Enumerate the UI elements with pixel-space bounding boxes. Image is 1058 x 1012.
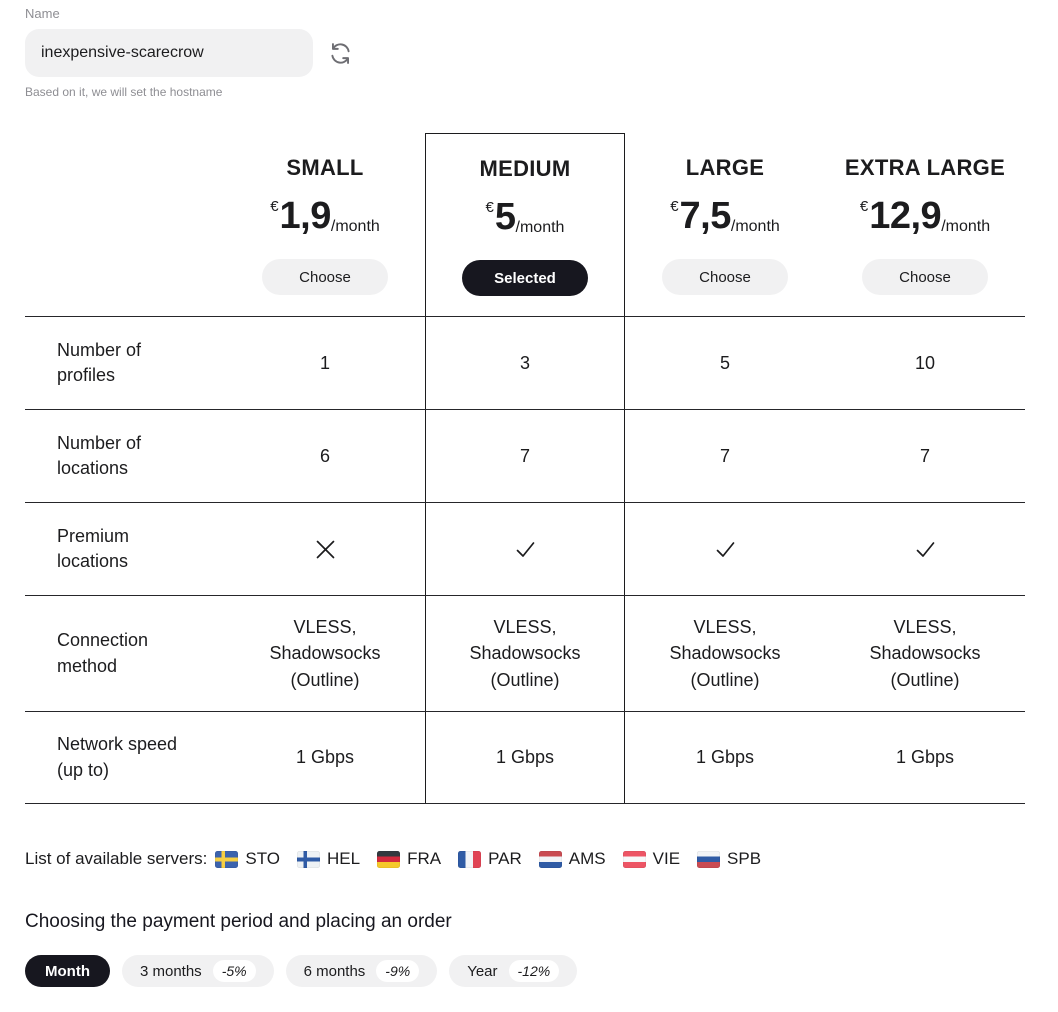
plan-price [670,197,780,239]
check-icon [913,537,938,562]
server-item-hel [297,849,360,869]
name-helper-text: Based on it, we will set the hostname [25,85,223,99]
table-cell: 7 [425,410,625,502]
choose-small-button[interactable]: Choose [262,259,388,295]
germany-flag [377,851,400,868]
finland-flag [297,851,320,868]
netherlands-flag [539,851,562,868]
row-label: Network speed (up to) [57,734,178,780]
choose-large-button[interactable]: Choose [662,259,788,295]
payment-period-options [25,955,1058,987]
plan-header-row [25,133,1025,316]
table-cell: 1 Gbps [295,747,355,768]
period-label: 3 months [139,962,202,980]
table-cell: 1 Gbps [695,747,755,768]
table-row-locations [25,409,1025,502]
price-amount: 7,5 [679,195,731,237]
check-icon [713,537,738,562]
plan-price [486,198,565,240]
plan-name: MEDIUM [479,156,571,181]
price-amount: 12,9 [869,195,942,237]
check-icon [513,537,538,562]
server-code: FRA [407,849,442,868]
table-cell: 1 Gbps [895,747,955,768]
server-code: STO [245,849,281,868]
price-amount: 1,9 [279,195,331,237]
table-cell: 1 [319,352,330,373]
server-item-ams [539,849,606,869]
table-cell: 10 [914,352,936,373]
currency-symbol: € [485,199,494,216]
table-cell: 7 [919,445,930,466]
name-section [25,6,1058,99]
currency-symbol: € [670,198,679,215]
discount-badge: -5% [213,960,256,982]
plan-price [270,197,380,239]
table-cell: VLESS, Shadowsocks (Outline) [269,617,381,690]
discount-badge: -12% [509,960,560,982]
table-row-connection-method [25,595,1025,711]
server-item-spb [697,849,761,869]
table-cell [425,503,625,595]
server-code: PAR [488,849,522,868]
plan-column-large [625,133,825,316]
server-code: AMS [568,849,606,868]
sweden-flag [215,851,238,868]
plan-name: LARGE [685,155,765,180]
discount-badge: -9% [376,960,419,982]
period-6-months-button[interactable] [286,955,438,987]
choose-extra-large-button[interactable]: Choose [862,259,988,295]
price-amount: 5 [494,196,516,238]
price-period: /month [941,218,991,235]
server-item-sto [215,849,280,869]
name-input[interactable] [25,29,313,77]
plan-name: EXTRA LARGE [844,155,1006,180]
regenerate-name-button[interactable] [325,38,355,68]
plan-column-small [225,133,425,316]
name-input-value: inexpensive-scarecrow [41,44,204,61]
france-flag [458,851,481,868]
server-code: HEL [327,849,361,868]
table-cell: VLESS, Shadowsocks (Outline) [669,617,781,690]
period-year-button[interactable] [449,955,577,987]
table-row-network-speed [25,711,1025,804]
table-cell: 7 [719,445,730,466]
period-label: 6 months [303,962,366,980]
row-label: Number of locations [57,432,142,478]
period-3-months-button[interactable] [122,955,274,987]
plan-column-medium [425,133,625,316]
servers-list [25,849,1058,869]
table-cell [225,503,425,595]
table-row-profiles [25,316,1025,409]
servers-label: List of available servers: [25,849,208,868]
row-label: Number of profiles [57,339,142,385]
server-code: VIE [652,849,681,868]
selected-medium-button[interactable]: Selected [462,260,588,296]
server-item-vie [623,849,680,869]
table-cell: VLESS, Shadowsocks (Outline) [869,617,981,690]
table-cell [825,503,1025,595]
refresh-icon [327,40,354,67]
table-cell: 5 [719,352,730,373]
price-period: /month [330,218,380,235]
cross-icon [313,537,338,562]
russia-flag [697,851,720,868]
payment-period-heading: Choosing the payment period and placing an order [25,911,452,932]
server-item-fra [377,849,441,869]
table-row-premium-locations [25,502,1025,595]
table-cell: 3 [425,317,625,409]
name-field-label: Name [25,6,60,21]
table-cell: VLESS, Shadowsocks (Outline) [425,596,625,711]
table-cell: 1 Gbps [425,712,625,803]
plan-name: SMALL [286,155,364,180]
empty-corner-cell [25,133,225,316]
period-month-button[interactable] [25,955,110,987]
price-period: /month [730,218,780,235]
row-label: Connection method [57,630,149,676]
server-code: SPB [727,849,762,868]
row-label: Premium locations [57,525,130,571]
plan-price [860,197,990,239]
currency-symbol: € [859,198,869,215]
table-cell: 6 [319,445,330,466]
plan-table [25,133,1025,804]
table-cell [625,503,825,595]
currency-symbol: € [270,198,279,215]
period-label: Year [467,962,498,980]
period-label: Month [45,962,90,980]
plan-column-extra-large [825,133,1025,316]
austria-flag [623,851,646,868]
price-period: /month [515,219,565,236]
server-item-par [458,849,522,869]
